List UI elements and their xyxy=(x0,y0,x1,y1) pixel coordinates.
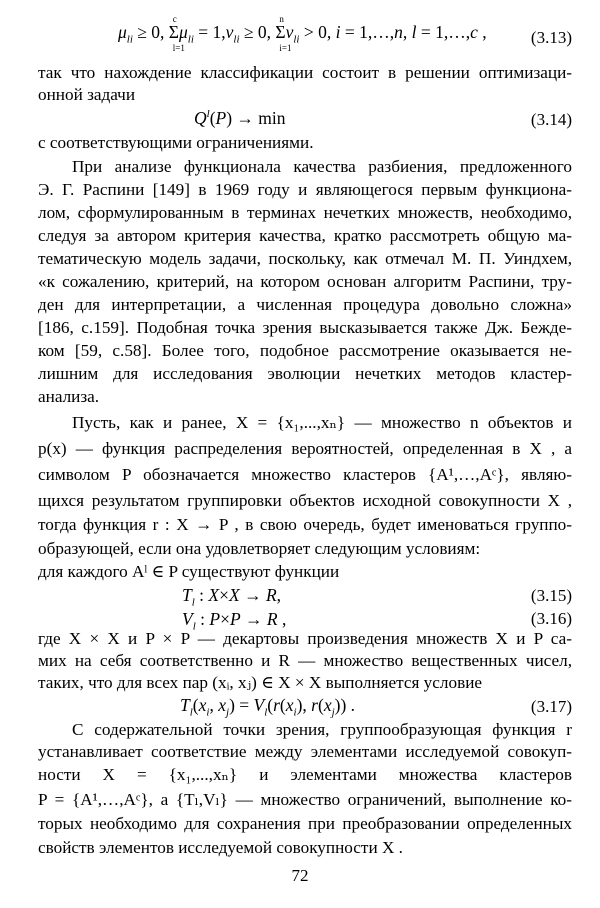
text-line: торых необходимо для сохранения при преобразовании определенных xyxy=(38,814,572,833)
text-line: где X × X и P × P — декартовы произведения множеств X и P са- xyxy=(38,629,572,648)
text-line: лишним для исследования эволюции нечетких методов кластер- xyxy=(38,364,572,383)
formula-3-15: $T_l$ : X×X → R, xyxy=(182,585,282,609)
text-line: щихся результатом группировки объектов исходной совокупности X , xyxy=(38,491,572,510)
text-line: следуя за автором критерия качества, кратко рассмотреть общую ма- xyxy=(38,226,572,245)
eq-number: (3.15) xyxy=(530,586,572,605)
text-line: p(x) — функция распределения вероятностей, определенная в X , а xyxy=(38,439,572,458)
text-line: для каждого Aˡ ∈ P существуют функции xyxy=(38,562,340,581)
text-line: ком [59, с.58]. Более того, подобное рассмотрение оказывается не- xyxy=(38,341,572,360)
text-line: ден для интерпретации, а численная процедура довольно сложна» xyxy=(38,295,572,314)
text-line: таких, что для всех пар (xᵢ, xⱼ) ∈ X × X выполняется условие xyxy=(38,673,483,692)
text-line: Пусть, как и ранее, X = {x₁,...,xₙ} — множество n объектов и xyxy=(72,413,572,432)
page-number: 72 xyxy=(291,866,309,885)
text-line: свойств элементов исследуемой совокупности X . xyxy=(38,838,403,857)
formula-3-13: $\mu_{li} \ge 0$, c Σ l=1 $\mu_{li} = 1,\nu_{li} \ge 0$, n Σ i=1 $\nu_{li} > 0$, i = 1,…,n, l = 1,…,c , xyxy=(118,14,487,53)
formula-3-16: $V_l$ : P×P → R , xyxy=(182,609,287,633)
text-line: «к сожалению, критерий, на котором основан алгоритм Распини, тру- xyxy=(38,272,572,291)
text-line: онной задачи xyxy=(38,85,136,104)
eq-number: (3.17) xyxy=(530,697,572,716)
eq-number: (3.14) xyxy=(530,110,572,129)
text-line: С содержательной точки зрения, группообразующая функция r xyxy=(72,720,572,739)
text-line: ности X = {x₁,...,xₙ} и элементами множества кластеров xyxy=(38,765,572,784)
text-line: устанавливает соответствие между элементами исследуемой совокуп- xyxy=(38,742,572,761)
text-line: P = {A¹,…,Aᶜ}, а {Tₗ,Vₗ} — множество ограничений, выполнение ко- xyxy=(38,790,572,809)
text-line: [186, с.159]. Подобная точка зрения высказывается также Дж. Бежде- xyxy=(38,318,572,337)
text-line: Э. Г. Распини [149] в 1969 году и являющегося первым функциона- xyxy=(38,180,572,199)
text-line: символом P обозначается множество кластеров {A¹,…,Aᶜ}, являю- xyxy=(38,465,572,484)
text-line: тогда функция r : X → P , в свою очередь, будет именоваться группо- xyxy=(38,515,572,534)
text-line: так что нахождение классификации состоит в решении оптимизаци- xyxy=(38,63,572,82)
eq-number: (3.16) xyxy=(530,609,572,628)
text-line: При анализе функционала качества разбиения, предложенного xyxy=(72,157,572,176)
text-line: мих на себя соответственно и R — множество вещественных чисел, xyxy=(38,651,572,670)
text-line: с соответствующими ограничениями. xyxy=(38,133,314,152)
text-line: тематическую модель задачи, поскольку, как отмечал М. П. Уиндхем, xyxy=(38,249,572,268)
text-line: анализа. xyxy=(38,387,100,406)
eq-number: (3.13) xyxy=(530,28,572,47)
formula-3-17: $T_l(x_i$, $x_j) = V_l(r(x_i)$, $r(x_j)$) . xyxy=(180,695,356,719)
formula-3-14: $Q^l(P) \to \min$ xyxy=(194,108,286,128)
text-line: лом, сформулированным в терминах нечетких множеств, необходимо, xyxy=(38,203,572,222)
text-line: образующей, если она удовлетворяет следующим условиям: xyxy=(38,539,481,558)
